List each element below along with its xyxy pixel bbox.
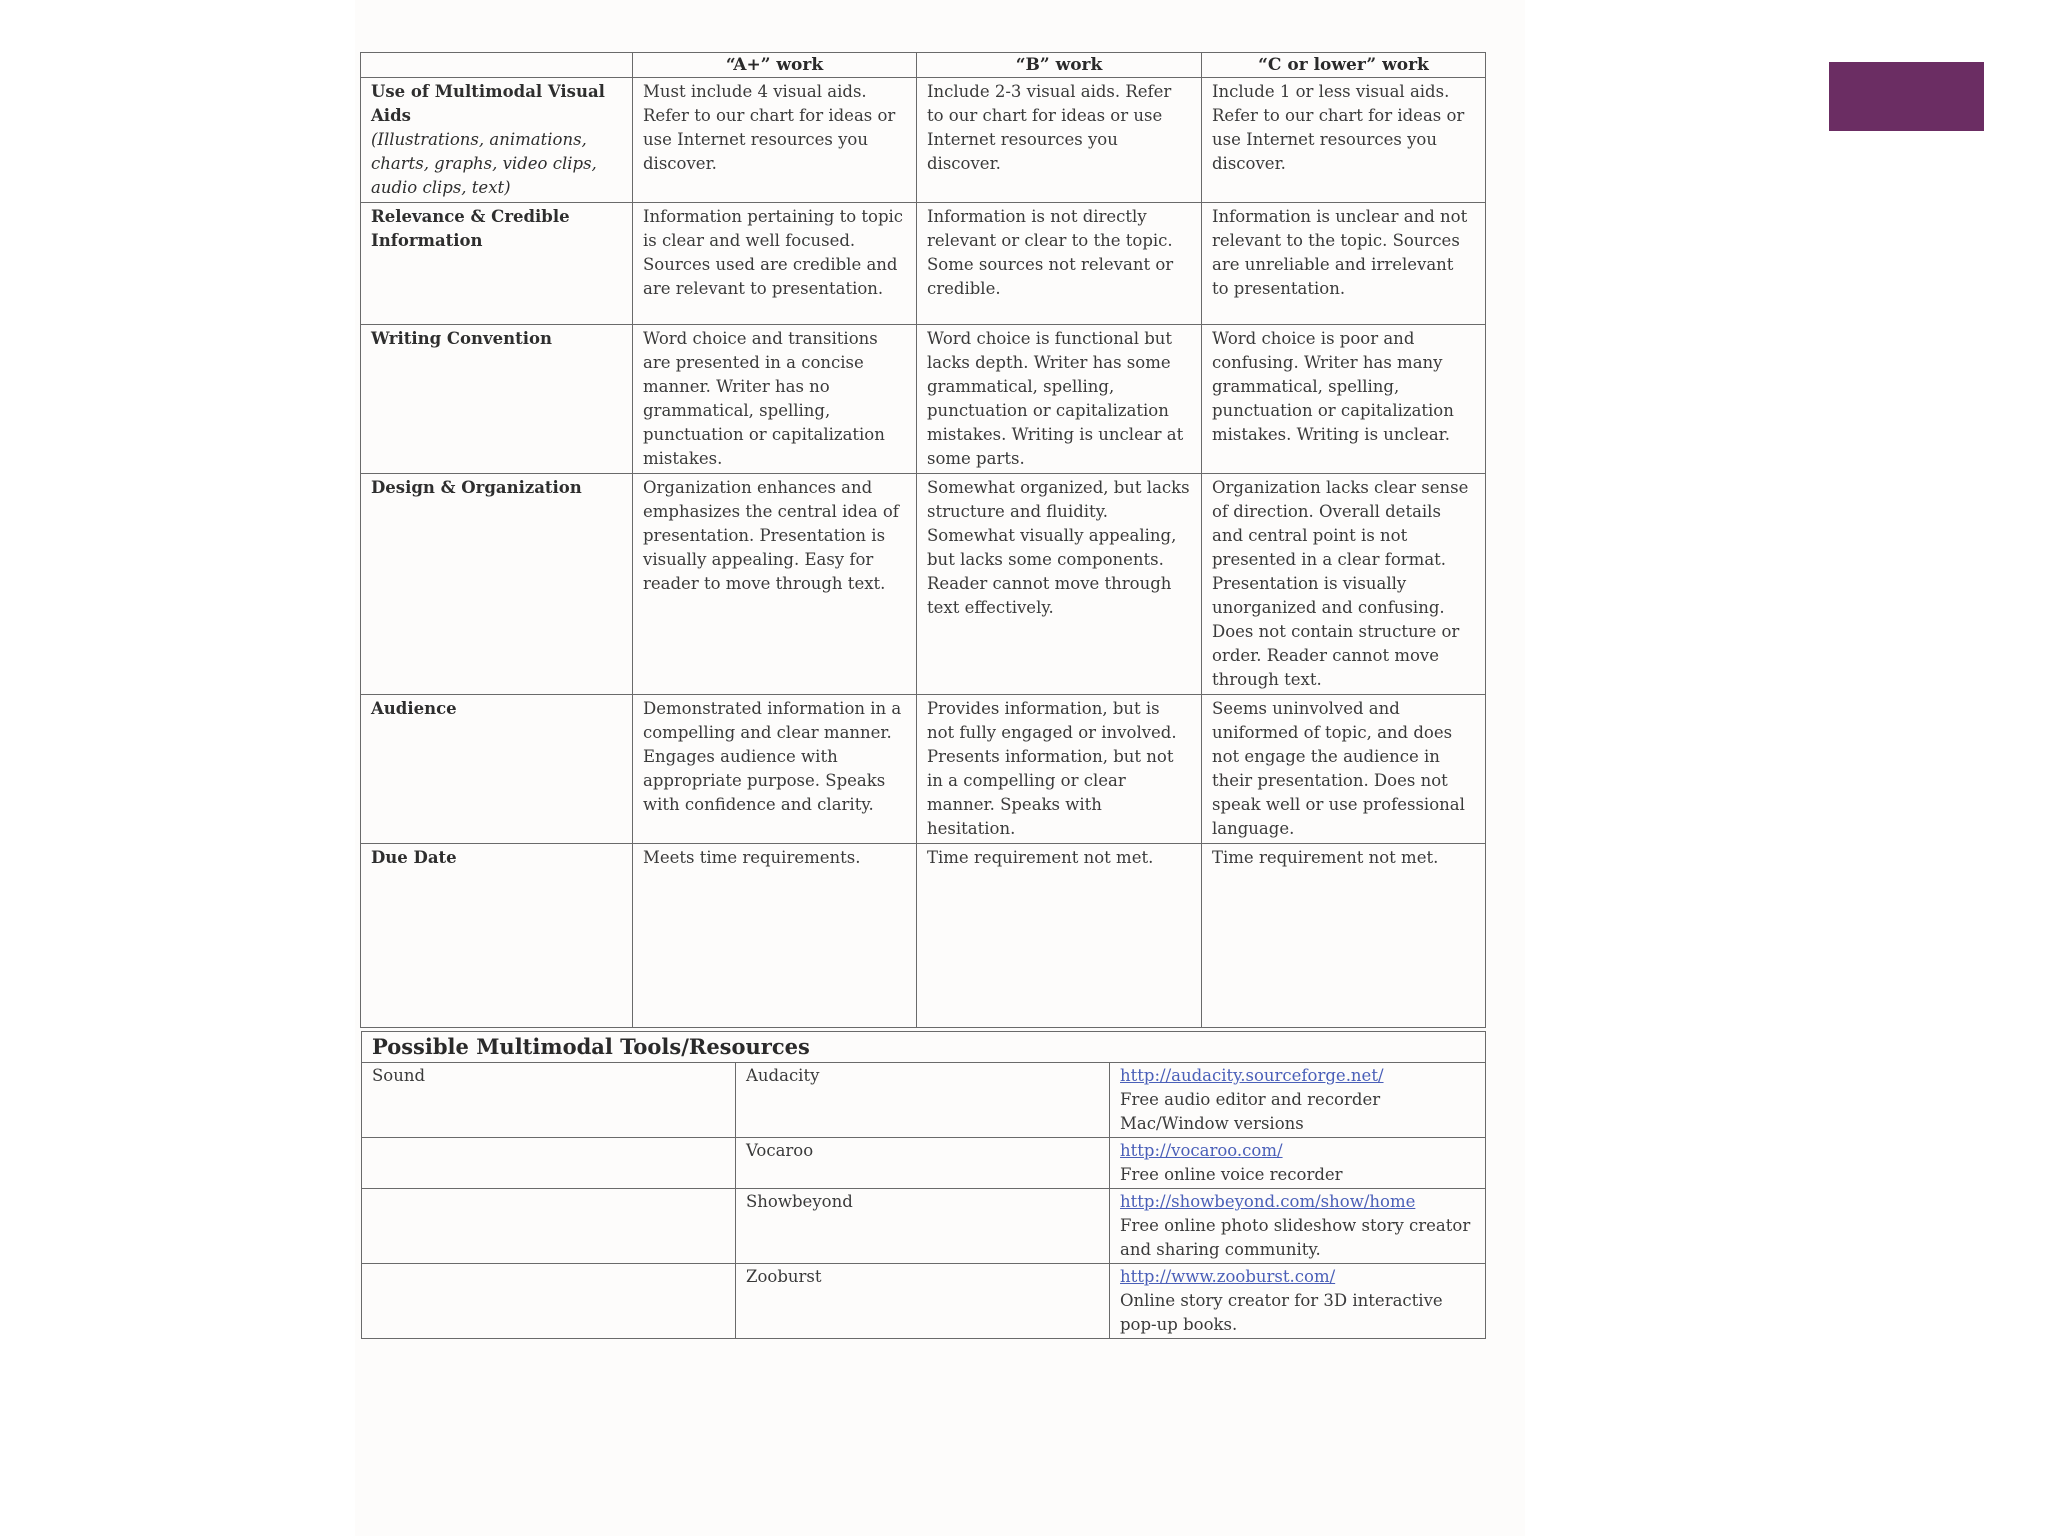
rubric-cell-c: Word choice is poor and confusing. Writer has many grammatical, spelling, punctuation or capitalization mistakes. Writing is unclear. [1202, 325, 1486, 474]
rubric-cell-c: Include 1 or less visual aids. Refer to our chart for ideas or use Internet resources you discover. [1202, 78, 1486, 203]
rubric-cell-a: Word choice and transitions are presented in a concise manner. Writer has no grammatical, spelling, punctuation or capitalization mistakes. [633, 325, 917, 474]
tools-table [361, 1031, 1486, 1339]
rubric-cell-c: Information is unclear and not relevant to the topic. Sources are unreliable and irrelevant to presentation. [1202, 203, 1486, 325]
rubric-criterion: Due Date [361, 844, 633, 1028]
rubric-row [361, 844, 1486, 1028]
tools-category [362, 1264, 736, 1339]
rubric-cell-a: Must include 4 visual aids. Refer to our chart for ideas or use Internet resources you discover. [633, 78, 917, 203]
tools-name: Zooburst [736, 1264, 1110, 1339]
criterion-label: Use of Multimodal Visual Aids [371, 82, 605, 125]
rubric-cell-a: Organization enhances and emphasizes the central idea of presentation. Presentation is visually appealing. Easy for reader to move through text. [633, 474, 917, 695]
tools-resource [1110, 1264, 1486, 1339]
tools-name: Audacity [736, 1063, 1110, 1138]
rubric-criterion [361, 78, 633, 203]
rubric-header-a: “A+” work [633, 53, 917, 78]
rubric-cell-b: Time requirement not met. [917, 844, 1202, 1028]
rubric-row [361, 203, 1486, 325]
accent-box [1829, 62, 1984, 131]
rubric-cell-b: Somewhat organized, but lacks structure and fluidity. Somewhat visually appealing, but lacks some components. Reader cannot move through text effectively. [917, 474, 1202, 695]
rubric-criterion: Design & Organization [361, 474, 633, 695]
tools-row [362, 1189, 1486, 1264]
tools-resource [1110, 1063, 1486, 1138]
rubric-row [361, 78, 1486, 203]
tools-resource [1110, 1138, 1486, 1189]
tools-row [362, 1063, 1486, 1138]
rubric-cell-b: Provides information, but is not fully engaged or involved. Presents information, but not in a compelling or clear manner. Speaks with hesitation. [917, 695, 1202, 844]
rubric-cell-c: Time requirement not met. [1202, 844, 1486, 1028]
tool-description: Free audio editor and recorder Mac/Window versions [1120, 1090, 1381, 1133]
tools-category [362, 1138, 736, 1189]
rubric-cell-c: Seems uninvolved and uniformed of topic, and does not engage the audience in their presentation. Does not speak well or use professional language. [1202, 695, 1486, 844]
rubric-cell-c: Organization lacks clear sense of direction. Overall details and central point is not presented in a clear format. Presentation is visually unorganized and confusing. Does not contain structure or order. Reader cannot move through text. [1202, 474, 1486, 695]
rubric-cell-a: Demonstrated information in a compelling and clear manner. Engages audience with appropriate purpose. Speaks with confidence and clarity. [633, 695, 917, 844]
tools-row [362, 1264, 1486, 1339]
rubric-row [361, 474, 1486, 695]
rubric-header-blank [361, 53, 633, 78]
rubric-row [361, 325, 1486, 474]
tools-title: Possible Multimodal Tools/Resources [362, 1032, 1486, 1063]
tools-name: Vocaroo [736, 1138, 1110, 1189]
tool-link[interactable]: http://audacity.sourceforge.net/ [1120, 1066, 1384, 1085]
tool-link[interactable]: http://vocaroo.com/ [1120, 1141, 1283, 1160]
tool-link[interactable]: http://showbeyond.com/show/home [1120, 1192, 1416, 1211]
tool-description: Free online voice recorder [1120, 1165, 1343, 1184]
rubric-cell-b: Include 2-3 visual aids. Refer to our chart for ideas or use Internet resources you discover. [917, 78, 1202, 203]
rubric-header-row [361, 53, 1486, 78]
tool-description: Free online photo slideshow story creator and sharing community. [1120, 1216, 1471, 1259]
tools-category: Sound [362, 1063, 736, 1138]
tools-category [362, 1189, 736, 1264]
rubric-header-b: “B” work [917, 53, 1202, 78]
tools-title-row [362, 1032, 1486, 1063]
tools-name: Showbeyond [736, 1189, 1110, 1264]
rubric-cell-b: Word choice is functional but lacks depth. Writer has some grammatical, spelling, punctuation or capitalization mistakes. Writing is unclear at some parts. [917, 325, 1202, 474]
rubric-cell-a: Meets time requirements. [633, 844, 917, 1028]
criterion-subtext: (Illustrations, animations, charts, graphs, video clips, audio clips, text) [371, 130, 597, 197]
rubric-criterion: Writing Convention [361, 325, 633, 474]
rubric-criterion: Relevance & Credible Information [361, 203, 633, 325]
tool-link[interactable]: http://www.zooburst.com/ [1120, 1267, 1336, 1286]
tools-row [362, 1138, 1486, 1189]
rubric-header-c: “C or lower” work [1202, 53, 1486, 78]
rubric-cell-a: Information pertaining to topic is clear and well focused. Sources used are credible and are relevant to presentation. [633, 203, 917, 325]
rubric-row [361, 695, 1486, 844]
rubric-table [360, 52, 1486, 1028]
tool-description: Online story creator for 3D interactive pop-up books. [1120, 1291, 1443, 1334]
tools-resource [1110, 1189, 1486, 1264]
rubric-criterion: Audience [361, 695, 633, 844]
rubric-cell-b: Information is not directly relevant or clear to the topic. Some sources not relevant or credible. [917, 203, 1202, 325]
